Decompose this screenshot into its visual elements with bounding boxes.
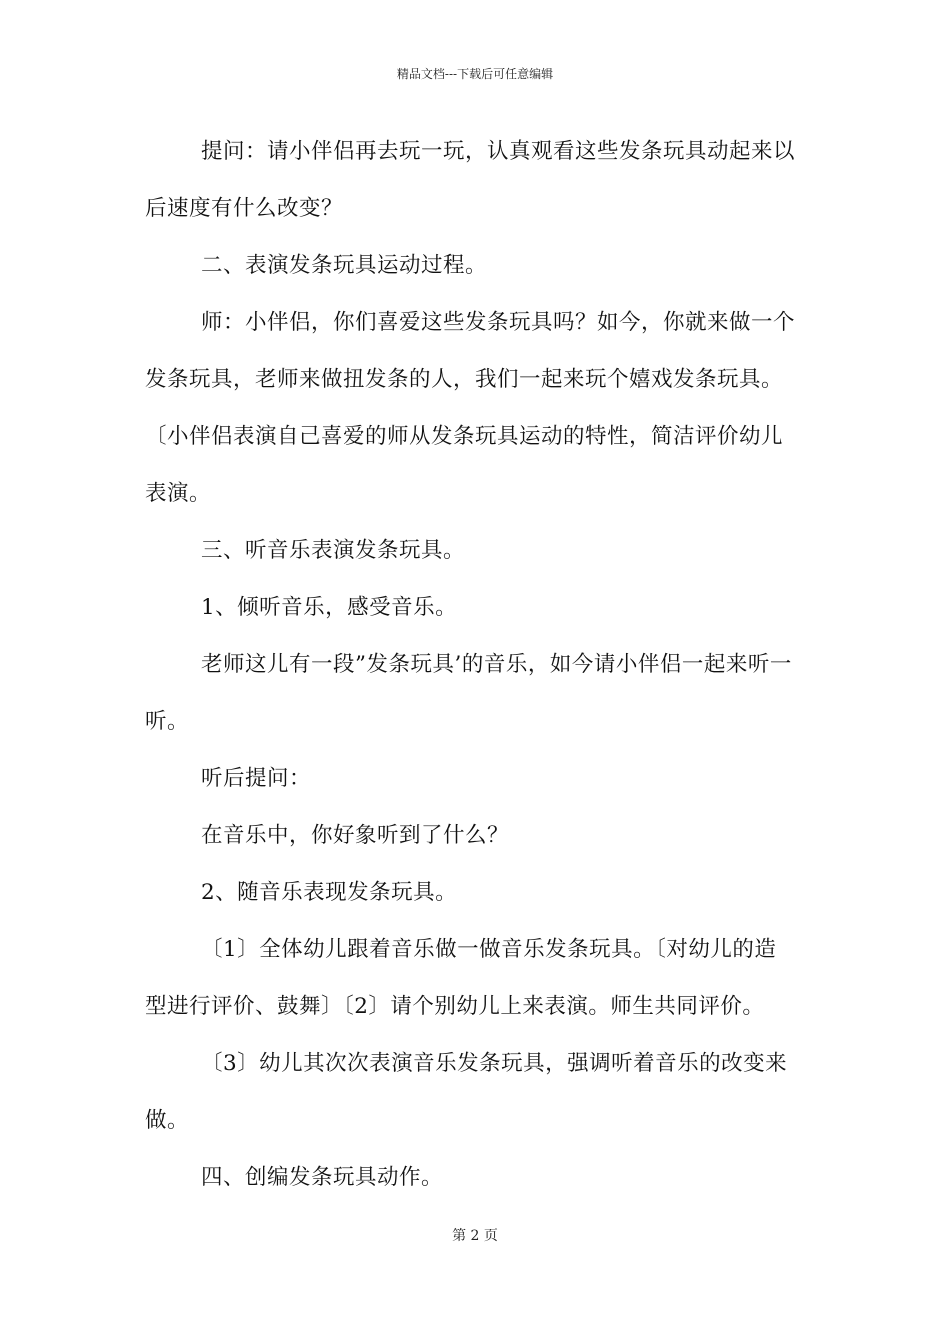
page-number: 第 2 页	[452, 1228, 498, 1244]
paragraph-line: 提问：请小伴侣再去玩一玩，认真观看这些发条玩具动起来以	[201, 139, 796, 164]
paragraph-line: 〔3〕幼儿其次次表演音乐发条玩具，强调听着音乐的改变来	[201, 1051, 788, 1076]
paragraph-line: 后速度有什么改变？	[145, 196, 344, 221]
paragraph-line: 四、创编发条玩具动作。	[201, 1165, 444, 1190]
paragraph-line: 表演。	[145, 481, 212, 506]
paragraph-line: 〔小伴侣表演自己喜爱的师从发条玩具运动的特性，简洁评价幼儿	[145, 424, 784, 449]
paragraph-line: 发条玩具，老师来做扭发条的人，我们一起来玩个嬉戏发条玩具。	[145, 367, 784, 392]
paragraph-line: 1、倾听音乐，感受音乐。	[201, 595, 458, 620]
paragraph-line: 在音乐中，你好象听到了什么？	[201, 823, 510, 848]
paragraph-line: 〔1〕全体幼儿跟着音乐做一做音乐发条玩具。〔对幼儿的造	[201, 937, 777, 962]
paragraph-line: 老师这儿有一段”发条玩具’的音乐，如今请小伴侣一起来听一	[201, 652, 792, 677]
page-header: 精品文档---下载后可任意编辑	[396, 67, 554, 81]
paragraph-line: 2、随音乐表现发条玩具。	[201, 880, 458, 905]
paragraph-line: 型进行评价、鼓舞〕〔2〕请个别幼儿上来表演。师生共同评价。	[145, 994, 765, 1019]
paragraph-line: 做。	[145, 1108, 190, 1133]
paragraph-line: 听。	[145, 709, 190, 734]
paragraph-line: 三、听音乐表演发条玩具。	[201, 538, 466, 563]
paragraph-line: 听后提问：	[201, 766, 312, 791]
paragraph-line: 师：小伴侣，你们喜爱这些发条玩具吗？如今，你就来做一个	[201, 310, 796, 335]
paragraph-line: 二、表演发条玩具运动过程。	[201, 253, 488, 278]
